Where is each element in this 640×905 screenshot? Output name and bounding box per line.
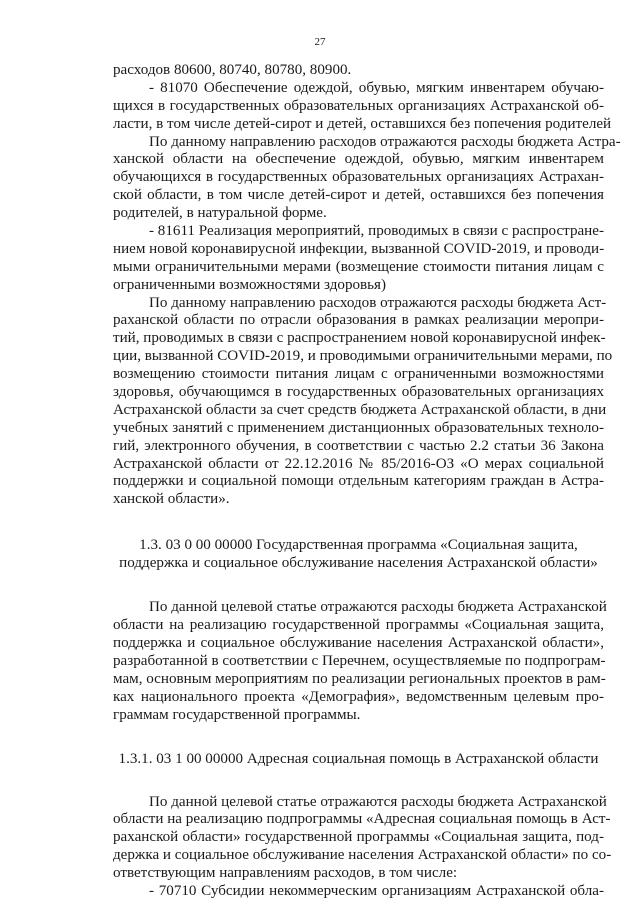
paragraph xyxy=(113,883,604,901)
text-line: ской области, в том числе детей-сирот и детей, оставшихся без попечения xyxy=(113,187,604,204)
text-line: По данной целевой статье отражаются расходы бюджета Астраханской xyxy=(149,599,607,616)
text-line: По данному направлению расходов отражаются расходы бюджета Аст- xyxy=(149,294,607,311)
text-line: ответствующим направлениям расходов, в том числе: xyxy=(113,865,458,882)
text-line: области на реализацию подпрограммы «Адресная социальная помощь в Аст- xyxy=(113,811,611,828)
heading-line: поддержка и социальное обслуживание населения Астраханской области» xyxy=(119,555,598,572)
text-line: Астраханской области за счет средств бюджета Астраханской области, в дни xyxy=(113,401,607,418)
heading-line: 1.3. 03 0 00 00000 Государственная программа «Социальная защита, xyxy=(139,537,578,554)
block-spacer xyxy=(113,509,604,537)
block-spacer xyxy=(113,573,604,599)
text-line: граммам государственной программы. xyxy=(113,706,361,723)
text-line: расходов 80600, 80740, 80780, 80900. xyxy=(113,62,352,78)
text-line: ласти, в том числе детей-сирот и детей, оставшихся без попечения родителей xyxy=(113,115,612,132)
text-line: Астраханской области от 22.12.2016 № 85/2016-ОЗ «О мерах социальной xyxy=(113,455,604,472)
text-line: ции, вызванной COVID-2019, и проводимыми ограничительными мерами, по xyxy=(113,348,613,365)
paragraph xyxy=(113,62,604,80)
block-spacer xyxy=(113,769,604,794)
document-body xyxy=(113,62,621,901)
text-line: раханской области по отрасли образования в рамках реализации меропри- xyxy=(113,312,604,329)
text-line: держка и социальное обслуживание населения Астраханской области» по со- xyxy=(113,847,612,864)
text-line: раханской области» государственной программы «Социальная защита, под- xyxy=(113,829,604,846)
paragraph xyxy=(113,133,621,223)
text-line: учебных занятий с применением дистанционных образовательных техноло- xyxy=(113,419,604,436)
text-line: поддержки и социальной помощи отдельным категориям граждан в Астра- xyxy=(113,473,604,490)
paragraph xyxy=(113,793,612,883)
text-line: здоровья, обучающимся в государственных образовательных организациях xyxy=(113,384,604,401)
text-line: ханской области на обеспечение одеждой, обувью, мягким инвентарем xyxy=(113,151,604,168)
text-line: поддержка и социальное обслуживание населения Астраханской области», xyxy=(113,635,604,652)
paragraph xyxy=(113,79,612,134)
paragraph xyxy=(113,223,604,295)
text-line: родителей, в натуральной форме. xyxy=(113,205,327,222)
block-spacer xyxy=(113,725,604,751)
text-line: ханской области». xyxy=(113,491,230,508)
heading-line: 1.3.1. 03 1 00 00000 Адресная социальная помощь в Астраханской области xyxy=(118,750,599,767)
text-line: мыми ограничительными мерами (возмещение стоимости питания лицам с xyxy=(113,258,604,275)
text-line: мам, основным мероприятиям по реализации региональных проектов в рам- xyxy=(113,670,606,687)
page-number: 27 xyxy=(314,36,326,48)
text-line: - 81611 Реализация мероприятий, проводимых в связи с распростране- xyxy=(149,223,604,240)
section-heading xyxy=(85,537,632,573)
text-line: обучающихся в государственных образовательных организациях Астрахан- xyxy=(113,169,604,186)
text-line: По данному направлению расходов отражаются расходы бюджета Астра- xyxy=(149,133,621,150)
paragraph xyxy=(113,599,607,724)
text-line: тий, проводимых в связи с распространением новой коронавирусной инфек- xyxy=(113,330,606,347)
text-line: разработанной в соответствии с Перечнем, осуществляемые по подпрограм- xyxy=(113,652,606,669)
text-line: - 81070 Обеспечение одеждой, обувью, мягким инвентарем обучаю- xyxy=(149,79,604,96)
text-line: области на реализацию государственной программы «Социальная защита, xyxy=(113,617,604,634)
text-line: гий, электронного обучения, в соответствии с частью 2.2 статьи 36 Закона xyxy=(113,437,604,454)
text-line: ограниченными возможностями здоровья) xyxy=(113,276,387,293)
text-line: возмещению стоимости питания лицам с ограниченными возможностями xyxy=(113,366,604,383)
text-line: - 70710 Субсидии некоммерческим организациям Астраханской обла- xyxy=(149,882,604,899)
text-line: нием новой коронавирусной инфекции, вызванной COVID-2019, и проводи- xyxy=(113,240,605,257)
text-line: ках национального проекта «Демография», ведомственным целевым про- xyxy=(113,688,604,705)
paragraph xyxy=(113,294,613,510)
text-line: щихся в государственных образовательных организациях Астраханской об- xyxy=(113,97,604,114)
section-heading xyxy=(85,751,632,769)
text-line: По данной целевой статье отражаются расходы бюджета Астраханской xyxy=(149,793,607,810)
